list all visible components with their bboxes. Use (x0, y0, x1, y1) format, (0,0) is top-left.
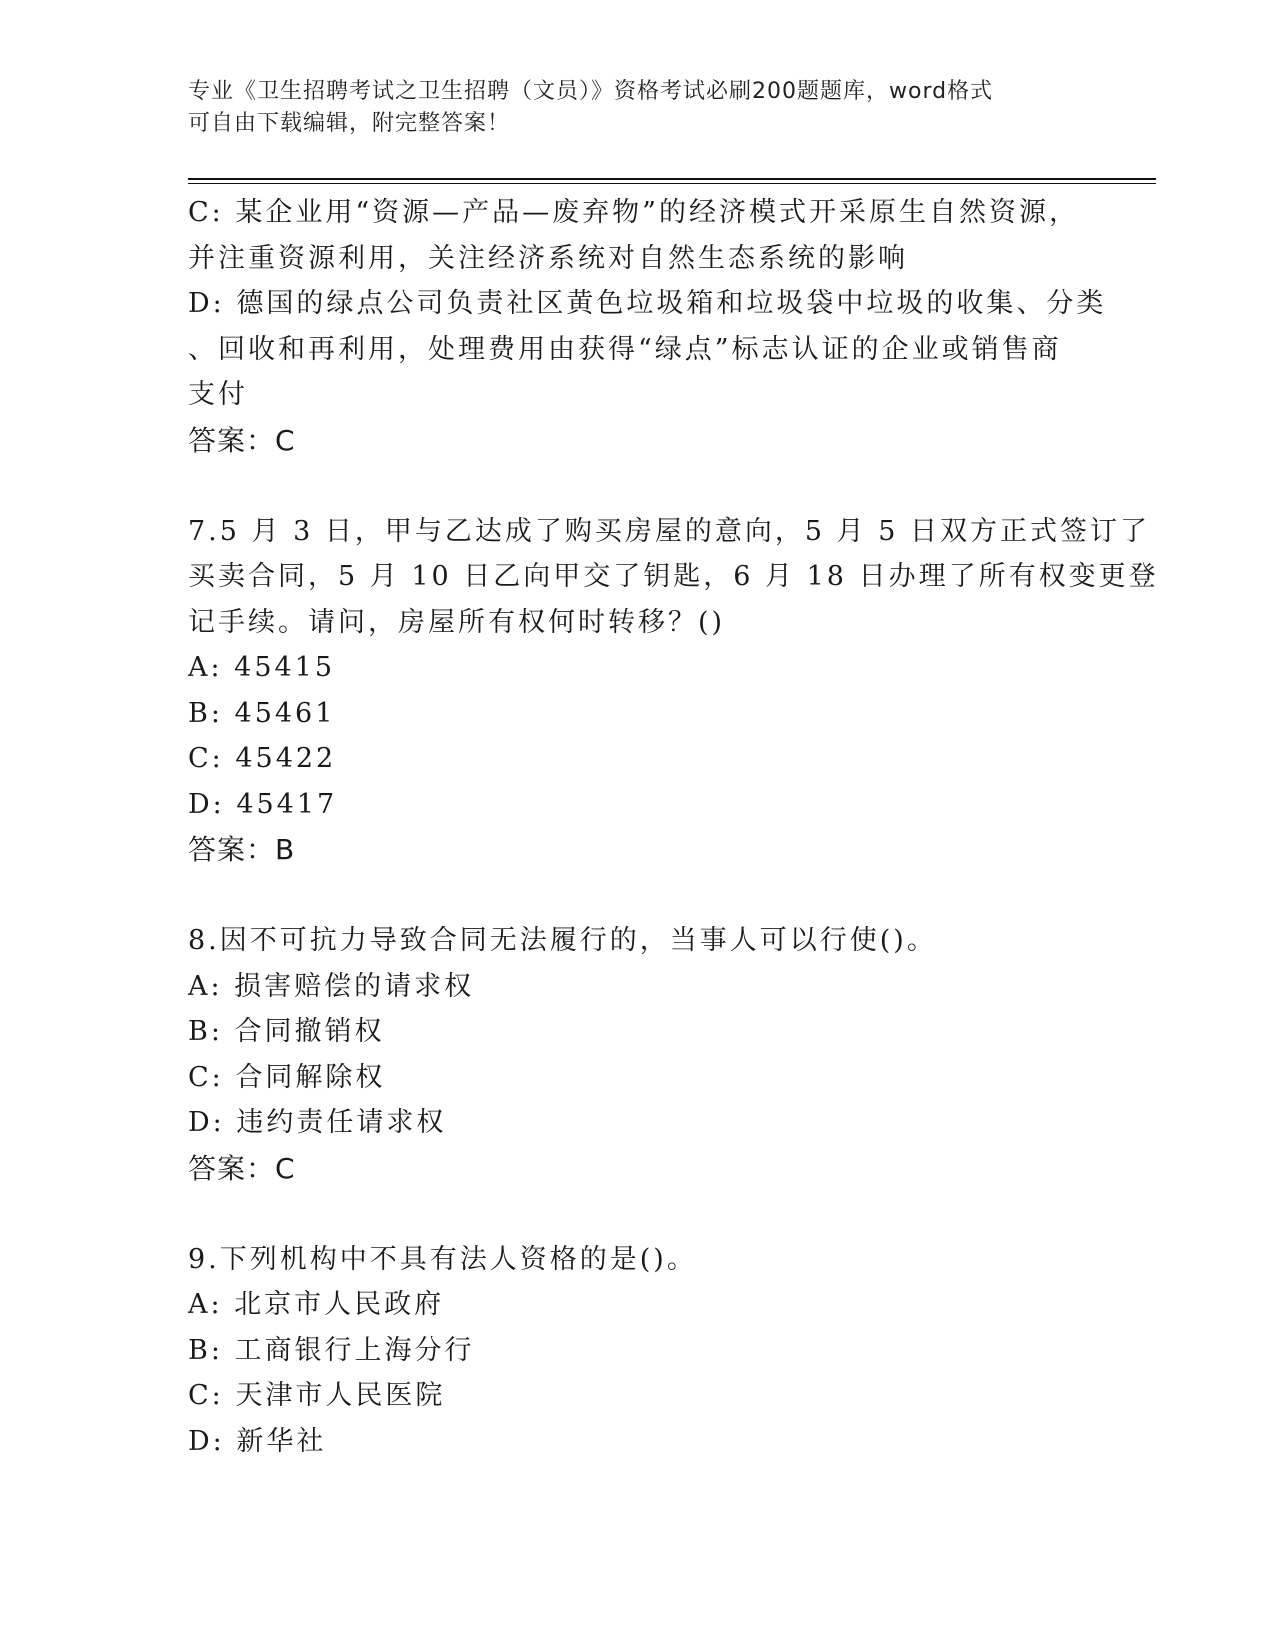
option-d: D: 新华社 (188, 1425, 327, 1457)
spacer (188, 463, 1088, 509)
option-d: D: 45417 (188, 788, 338, 820)
question-stem: 7.5 月 3 日，甲与乙达成了购买房屋的意向，5 月 5 日双方正式签订了 (188, 515, 1150, 547)
option-c: C: 45422 (188, 743, 337, 774)
question-8 (188, 918, 1088, 1191)
question-9 (188, 1237, 1088, 1465)
option-c-cont: 并注重资源利用，关注经济系统对自然生态系统的影响 (188, 242, 908, 274)
answer: 答案：C (188, 1151, 296, 1185)
option-d: D: 德国的绿点公司负责社区黄色垃圾箱和垃圾袋中垃圾的收集、分类 (188, 288, 1107, 319)
question-stem: 9.下列机构中不具有法人资格的是()。 (188, 1243, 697, 1275)
question-stem-cont: 买卖合同，5 月 10 日乙向甲交了钥匙，6 月 18 日办理了所有权变更登 (188, 561, 1159, 592)
header-line-2: 可自由下载编辑，附完整答案！ (188, 111, 511, 136)
option-d-cont: 、回收和再利用，处理费用由获得“绿点”标志认证的企业或销售商 (188, 333, 1062, 365)
option-a: A: 损害赔偿的请求权 (188, 970, 475, 1002)
header-divider-thin (188, 183, 1156, 184)
option-b: B: 工商银行上海分行 (188, 1334, 475, 1366)
option-d: D: 违约责任请求权 (188, 1107, 447, 1138)
option-d-cont: 支付 (188, 379, 248, 410)
option-c: C: 合同解除权 (188, 1061, 386, 1093)
question-6-tail (188, 190, 1107, 463)
answer: 答案：C (188, 423, 296, 457)
option-b: B: 45461 (188, 697, 336, 729)
header-divider-thick (188, 178, 1156, 180)
option-b: B: 合同撤销权 (188, 1016, 385, 1047)
spacer (188, 1191, 1088, 1237)
question-content (188, 190, 1159, 1464)
answer: 答案：B (188, 833, 296, 866)
spacer (188, 873, 1088, 919)
option-a: A: 北京市人民政府 (188, 1289, 445, 1320)
option-c: C: 某企业用“资源—产品—废弃物”的经济模式开采原生自然资源， (188, 197, 1079, 228)
header-line-1: 专业《卫生招聘考试之卫生招聘（文员）》资格考试必刷200题题库，word格式 (188, 79, 994, 104)
question-stem-cont: 记手续。请问，房屋所有权何时转移？() (188, 606, 726, 638)
page-header (188, 76, 1068, 140)
option-c: C: 天津市人民医院 (188, 1380, 446, 1411)
option-a: A: 45415 (188, 652, 336, 683)
question-7 (188, 509, 1159, 873)
question-stem: 8.因不可抗力导致合同无法履行的，当事人可以行使()。 (188, 925, 937, 956)
